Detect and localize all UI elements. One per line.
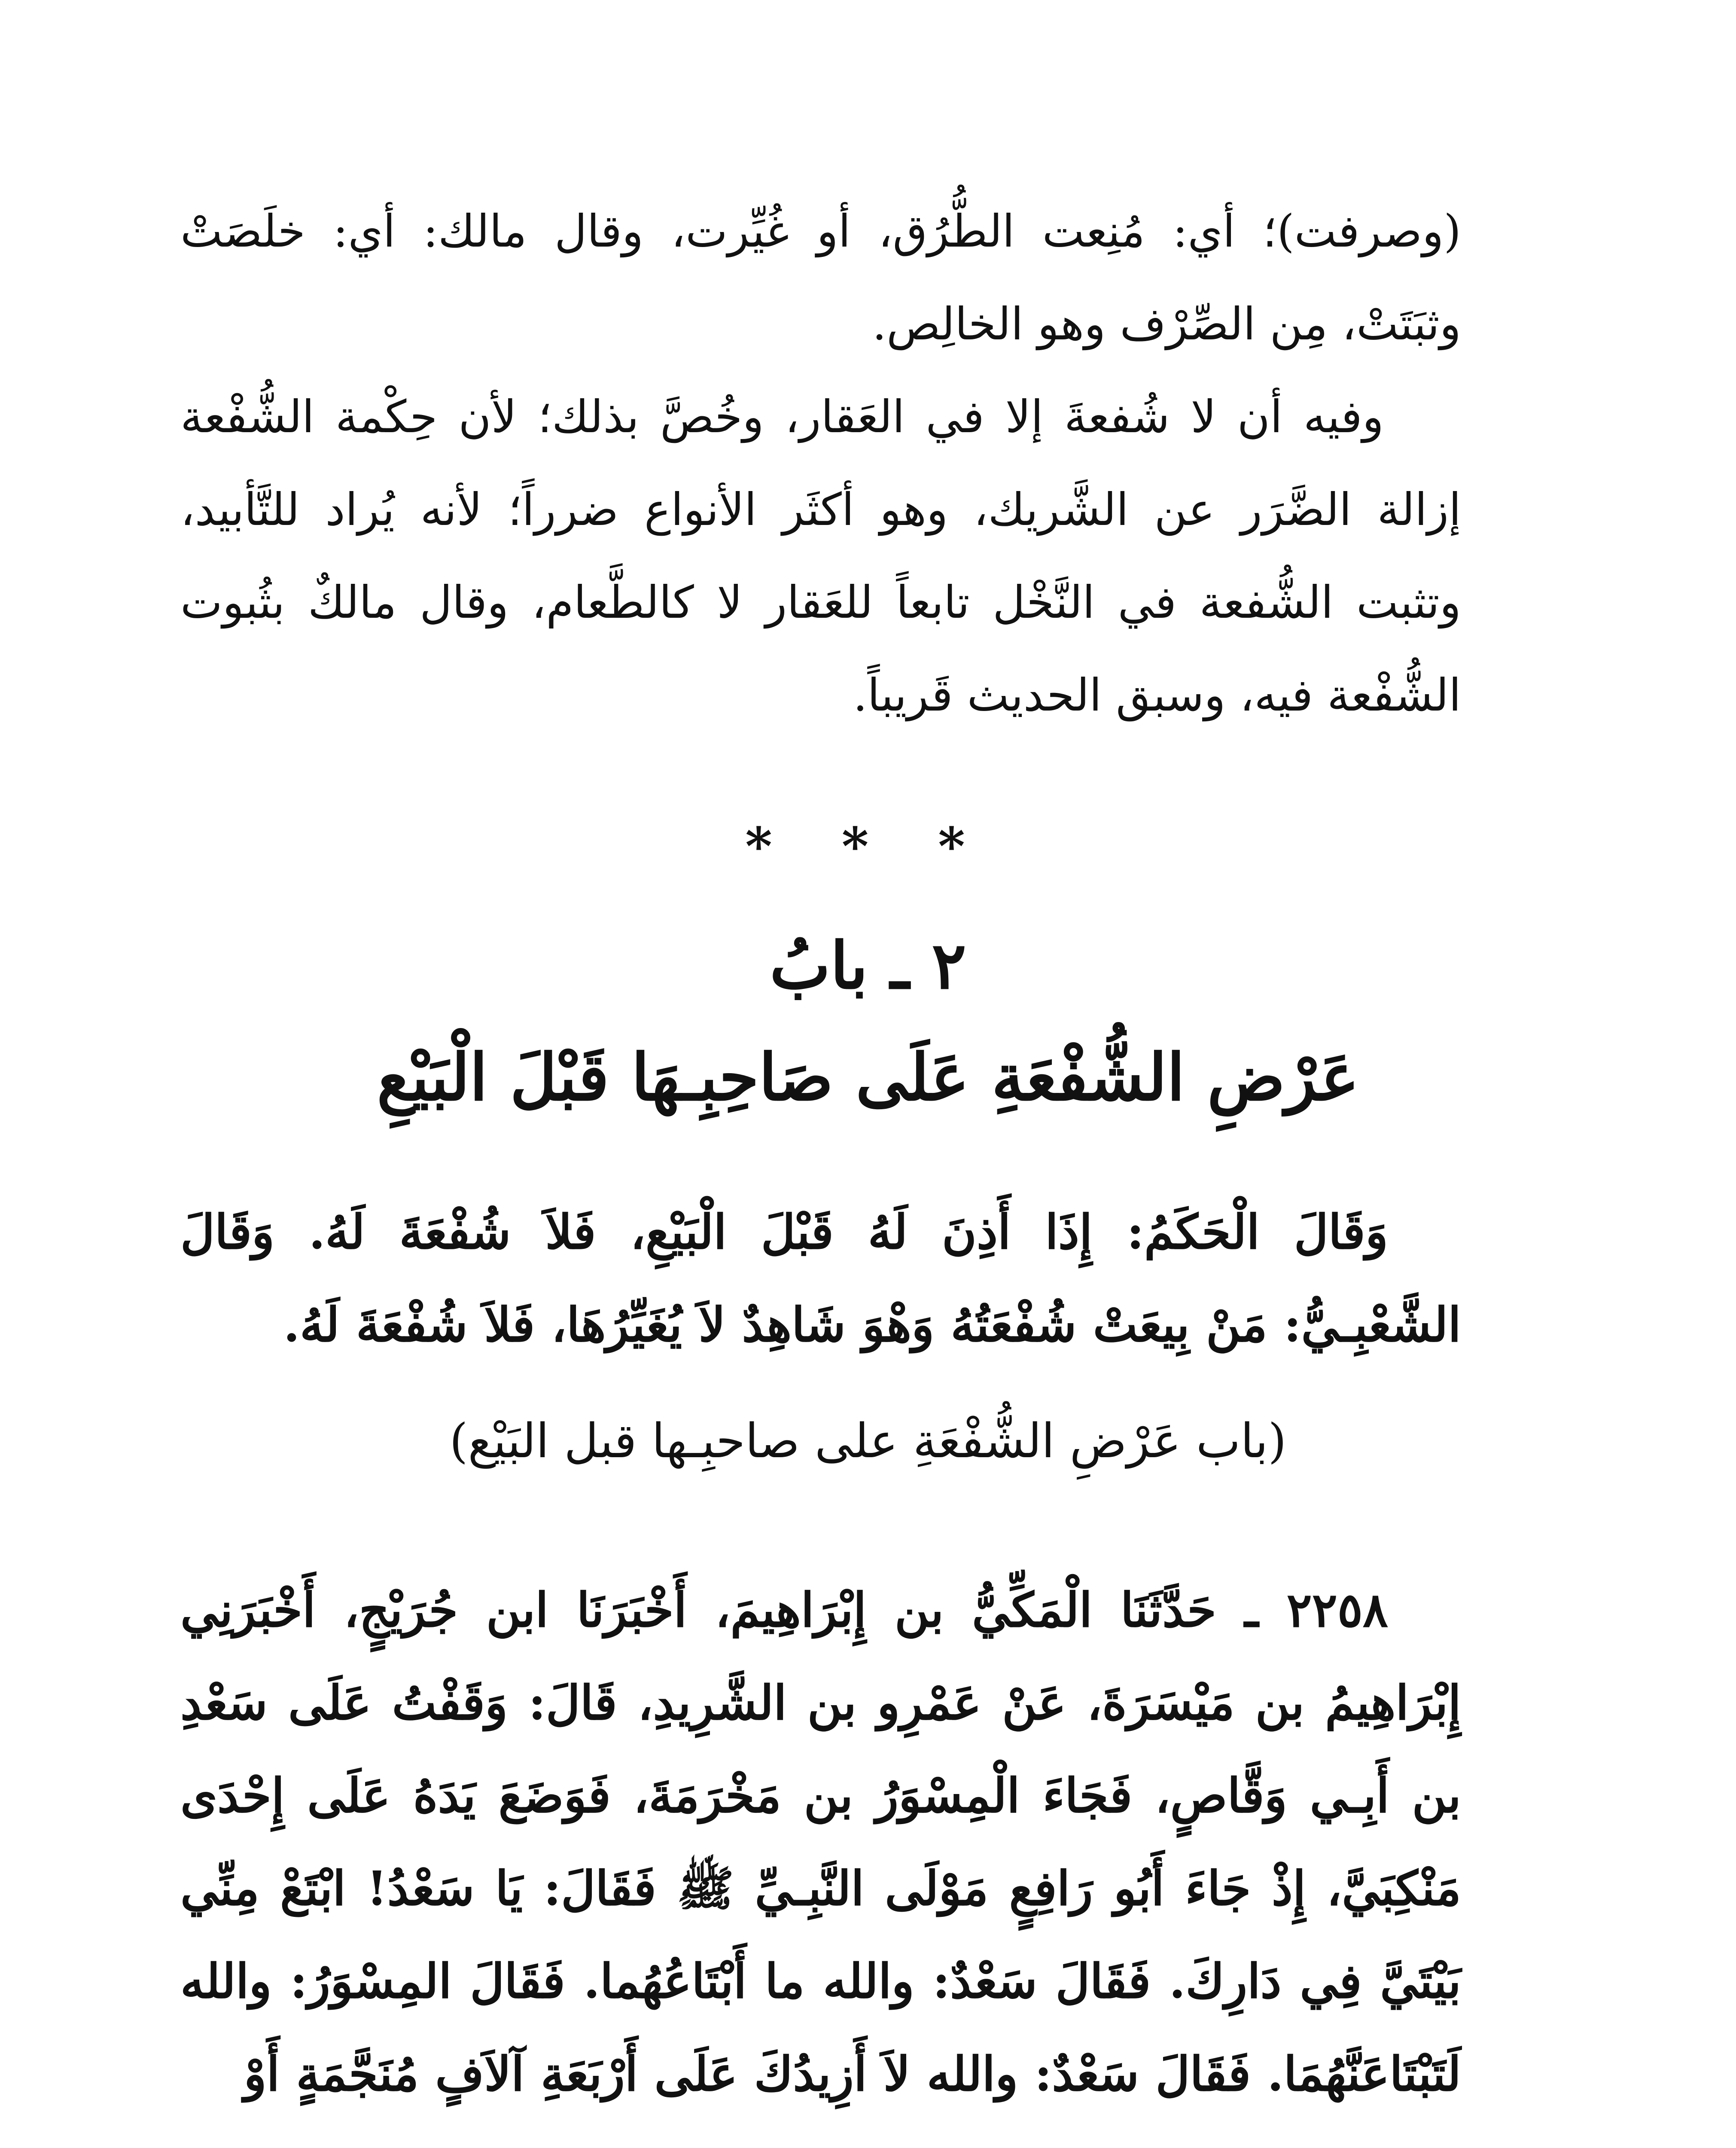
- commentary-block: [180, 185, 1461, 741]
- commentary-paragraph-2: وفيه أن لا شُفعةَ إلا في العَقار، وخُصَّ بذلك؛ لأن حِكْمة الشُّفْعة إزالة الضَّرَر عن الشَّريك، وهو أكثَر الأنواع ضرراً؛ لأنه يُراد للتَّأبيد، وتثبت الشُّفعة في النَّخْل تابعاً للعَقار لا كالطَّعام، وقال مالكٌ بثُبوت الشُّفْعة فيه، وسبق الحديث قَريباً.: [180, 391, 1461, 721]
- commentary-paragraph-1: (وصرفت)؛ أي: مُنِعت الطُّرُق، أو غُيِّرت، وقال مالك: أي: خلَصَتْ وثبَتَتْ، مِن الصِّرْف وهو الخالِص.: [180, 205, 1461, 350]
- commentary-sub-heading: (باب عَرْضِ الشُّفْعَةِ على صاحبِـها قبل البَيْع): [449, 1413, 1287, 1468]
- section-separator: * * *: [745, 816, 991, 877]
- hadith-paragraph: ٢٢٥٨ ـ حَدَّثَنَا الْمَكِّيُّ بن إِبْرَاهِيمَ، أَخْبَرَنَا ابن جُرَيْجٍ، أَخْبَرَنِي إِبْرَاهِيمُ بن مَيْسَرَةَ، عَنْ عَمْرِو بن الشَّرِيدِ، قَالَ: وَقَفْتُ عَلَى سَعْدِ بن أَبِـي وَقَّاصٍ، فَجَاءَ الْمِسْوَرُ بن مَخْرَمَةَ، فَوَضَعَ يَدَهُ عَلَى إِحْدَى مَنْكِبَيَّ، إِذْ جَاءَ أَبُو رَافِعٍ مَوْلَى النَّبِـيِّ ﷺ فَقَالَ: يَا سَعْدُ! ابْتَعْ مِنِّي بَيْتَيَّ فِي دَارِكَ. فَقَالَ سَعْدٌ: والله ما أَبْتَاعُهُما. فَقَالَ المِسْوَرُ: والله لَتَبْتَاعَنَّهُمَا. فَقَالَ سَعْدٌ: والله لاَ أَزِيدُكَ عَلَى أَرْبَعَةِ آلاَفٍ مُنَجَّمَةٍ أَوْ: [180, 1582, 1461, 2102]
- hadith-text: [180, 1564, 1461, 2121]
- chapter-title: عَرْضِ الشُّفْعَةِ عَلَى صَاحِبِـهَا قَبْلَ الْبَيْعِ: [377, 1040, 1359, 1115]
- athar-paragraph: وَقَالَ الْحَكَمُ: إِذَا أَذِنَ لَهُ قَبْلَ الْبَيْعِ، فَلاَ شُفْعَةَ لَهُ. وَقَالَ الشَّعْبِـيُّ: مَنْ بِيعَتْ شُفْعَتُهُ وَهْوَ شَاهِدٌ لاَ يُغَيِّرُهَا، فَلاَ شُفْعَةَ لَهُ.: [180, 1204, 1461, 1352]
- athar-text: [180, 1186, 1461, 1371]
- chapter-number: ٢ ـ بابُ: [770, 928, 966, 1004]
